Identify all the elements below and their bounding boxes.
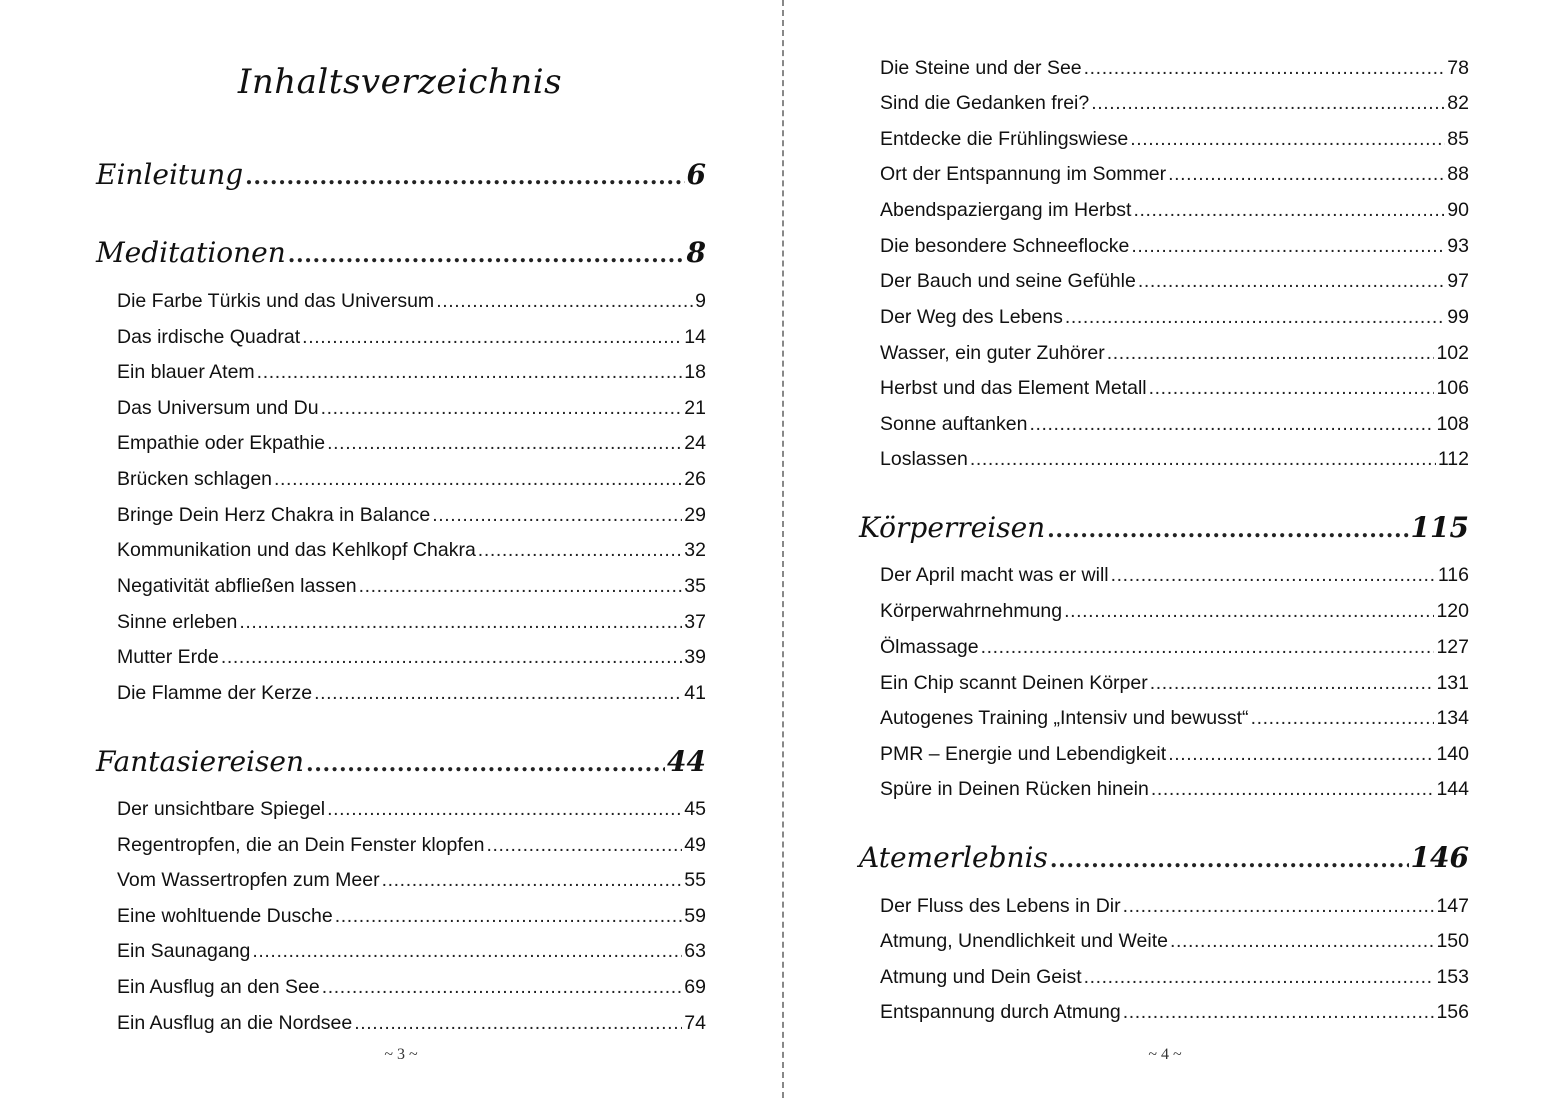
toc-entry[interactable] bbox=[880, 600, 1469, 624]
section-page: 115 bbox=[1410, 511, 1469, 544]
section-page: 8 bbox=[686, 236, 706, 269]
entry-label: PMR – Energie und Lebendigkeit bbox=[880, 743, 1167, 765]
entry-page: 82 bbox=[1447, 92, 1469, 114]
dot-leader bbox=[478, 539, 683, 562]
toc-section-koerperreisen[interactable] bbox=[859, 511, 1469, 547]
dot-leader bbox=[359, 575, 683, 598]
toc-entry[interactable] bbox=[117, 468, 706, 492]
entry-page: 63 bbox=[684, 940, 706, 962]
toc-entry[interactable] bbox=[117, 397, 706, 421]
toc-entry[interactable] bbox=[880, 966, 1469, 990]
entry-page: 120 bbox=[1436, 600, 1469, 622]
entry-page: 55 bbox=[684, 869, 706, 891]
toc-entry[interactable] bbox=[117, 1012, 706, 1036]
entry-label: Der Bauch und seine Gefühle bbox=[880, 270, 1136, 292]
entry-page: 74 bbox=[684, 1012, 706, 1034]
entry-page: 35 bbox=[684, 575, 706, 597]
toc-entry[interactable] bbox=[117, 940, 706, 964]
toc-entry[interactable] bbox=[117, 504, 706, 528]
entry-label: Loslassen bbox=[880, 448, 968, 470]
entry-label: Regentropfen, die an Dein Fenster klopfen bbox=[117, 834, 485, 856]
entry-page: 9 bbox=[695, 290, 706, 312]
toc-entry[interactable] bbox=[880, 270, 1469, 294]
toc-entry[interactable] bbox=[880, 306, 1469, 330]
entry-label: Der Weg des Lebens bbox=[880, 306, 1063, 328]
dot-leader bbox=[981, 636, 1435, 659]
dot-leader bbox=[221, 646, 682, 669]
dot-leader bbox=[327, 432, 682, 455]
dot-leader bbox=[288, 242, 685, 268]
dot-leader bbox=[1064, 600, 1434, 623]
entry-page: 32 bbox=[684, 539, 706, 561]
entry-label: Sonne auftanken bbox=[880, 413, 1028, 435]
dot-leader bbox=[1123, 1001, 1435, 1024]
entry-page: 78 bbox=[1447, 57, 1469, 79]
entry-label: Herbst und das Element Metall bbox=[880, 377, 1147, 399]
toc-entry[interactable] bbox=[880, 342, 1469, 366]
entry-label: Ein blauer Atem bbox=[117, 361, 255, 383]
section-label: Meditationen bbox=[96, 236, 286, 269]
entry-page: 88 bbox=[1447, 163, 1469, 185]
entry-page: 102 bbox=[1436, 342, 1469, 364]
toc-entry[interactable] bbox=[880, 163, 1469, 187]
section-label: Einleitung bbox=[96, 158, 244, 191]
entry-label: Körperwahrnehmung bbox=[880, 600, 1063, 622]
toc-entry[interactable] bbox=[880, 707, 1469, 731]
entry-page: 85 bbox=[1447, 128, 1469, 150]
entry-label: Sind die Gedanken frei? bbox=[880, 92, 1090, 114]
dot-leader bbox=[314, 682, 682, 705]
dot-leader bbox=[257, 361, 683, 384]
entry-label: Atmung, Unendlichkeit und Weite bbox=[880, 930, 1168, 952]
page-number: ~ 3 ~ bbox=[384, 1046, 418, 1063]
dot-leader bbox=[1107, 342, 1435, 365]
dot-leader bbox=[354, 1012, 682, 1035]
entry-page: 108 bbox=[1436, 413, 1469, 435]
toc-section-fantasiereisen[interactable] bbox=[96, 745, 706, 781]
entry-label: Vom Wassertropfen zum Meer bbox=[117, 869, 380, 891]
section-label: Atemerlebnis bbox=[859, 841, 1048, 874]
toc-title: Inhaltsverzeichnis bbox=[237, 62, 563, 102]
dot-leader bbox=[1168, 163, 1445, 186]
dot-leader bbox=[1150, 672, 1435, 695]
toc-entry[interactable] bbox=[117, 326, 706, 350]
dot-leader bbox=[335, 905, 683, 928]
toc-section-meditationen[interactable] bbox=[96, 236, 706, 272]
toc-entry[interactable] bbox=[880, 128, 1469, 152]
toc-entry[interactable] bbox=[117, 575, 706, 599]
dot-leader bbox=[970, 448, 1436, 471]
dot-leader bbox=[1138, 270, 1445, 293]
toc-entry[interactable] bbox=[880, 930, 1469, 954]
entry-label: Kommunikation und das Kehlkopf Chakra bbox=[117, 539, 476, 561]
entry-label: Das irdische Quadrat bbox=[117, 326, 301, 348]
entry-label: Entspannung durch Atmung bbox=[880, 1001, 1121, 1023]
entry-label: Mutter Erde bbox=[117, 646, 219, 668]
dot-leader bbox=[1149, 377, 1435, 400]
dot-leader bbox=[1084, 57, 1446, 80]
entry-label: Ein Ausflug an den See bbox=[117, 976, 320, 998]
entry-page: 21 bbox=[684, 397, 706, 419]
toc-entry[interactable] bbox=[880, 1001, 1469, 1025]
entry-page: 116 bbox=[1437, 564, 1469, 586]
entry-label: Bringe Dein Herz Chakra in Balance bbox=[117, 504, 431, 526]
dot-leader bbox=[306, 751, 665, 777]
entry-label: Negativität abfließen lassen bbox=[117, 575, 357, 597]
entry-page: 39 bbox=[684, 646, 706, 668]
toc-entry[interactable] bbox=[880, 57, 1469, 81]
entry-label: Der April macht was er will bbox=[880, 564, 1109, 586]
entry-page: 144 bbox=[1436, 778, 1469, 800]
entry-page: 147 bbox=[1436, 895, 1469, 917]
toc-entry[interactable] bbox=[880, 672, 1469, 696]
dot-leader bbox=[274, 468, 682, 491]
toc-entry[interactable] bbox=[117, 646, 706, 670]
toc-entry[interactable] bbox=[117, 869, 706, 893]
dot-leader bbox=[302, 326, 682, 349]
toc-entry[interactable] bbox=[117, 905, 706, 929]
entry-label: Die Flamme der Kerze bbox=[117, 682, 313, 704]
entry-page: 134 bbox=[1436, 707, 1469, 729]
entry-page: 14 bbox=[684, 326, 706, 348]
right-page bbox=[784, 0, 1563, 1098]
dot-leader bbox=[486, 834, 682, 857]
dot-leader bbox=[1168, 743, 1434, 766]
entry-page: 29 bbox=[684, 504, 706, 526]
dot-leader bbox=[1047, 517, 1408, 543]
dot-leader bbox=[252, 940, 682, 963]
toc-entry[interactable] bbox=[880, 895, 1469, 919]
entry-label: Spüre in Deinen Rücken hinein bbox=[880, 778, 1149, 800]
section-label: Körperreisen bbox=[859, 511, 1046, 544]
dot-leader bbox=[1123, 895, 1435, 918]
section-page: 44 bbox=[667, 745, 706, 778]
entry-page: 112 bbox=[1437, 448, 1469, 470]
toc-section-einleitung[interactable] bbox=[96, 158, 706, 194]
toc-entry[interactable] bbox=[880, 199, 1469, 223]
toc-entry[interactable] bbox=[117, 432, 706, 456]
dot-leader bbox=[1130, 128, 1445, 151]
entry-label: Wasser, ein guter Zuhörer bbox=[880, 342, 1105, 364]
page-number: ~ 4 ~ bbox=[1148, 1046, 1182, 1063]
dot-leader bbox=[436, 290, 693, 313]
entry-label: Autogenes Training „Intensiv und bewusst“ bbox=[880, 707, 1249, 729]
dot-leader bbox=[1084, 966, 1435, 989]
entry-page: 24 bbox=[684, 432, 706, 454]
toc-entry[interactable] bbox=[117, 976, 706, 1000]
entry-label: Der unsichtbare Spiegel bbox=[117, 798, 326, 820]
toc-entry[interactable] bbox=[880, 448, 1469, 472]
entry-label: Die Steine und der See bbox=[880, 57, 1082, 79]
dot-leader bbox=[1091, 92, 1445, 115]
section-page: 6 bbox=[686, 158, 706, 191]
toc-entry[interactable] bbox=[117, 539, 706, 563]
entry-page: 69 bbox=[684, 976, 706, 998]
dot-leader bbox=[239, 611, 682, 634]
toc-entry[interactable] bbox=[880, 413, 1469, 437]
toc-entry[interactable] bbox=[880, 778, 1469, 802]
toc-entry[interactable] bbox=[117, 798, 706, 822]
toc-entry[interactable] bbox=[880, 92, 1469, 116]
dot-leader bbox=[321, 397, 683, 420]
dot-leader bbox=[382, 869, 683, 892]
toc-entry[interactable] bbox=[117, 361, 706, 385]
entry-label: Brücken schlagen bbox=[117, 468, 273, 490]
entry-page: 97 bbox=[1447, 270, 1469, 292]
dot-leader bbox=[432, 504, 682, 527]
entry-page: 156 bbox=[1436, 1001, 1469, 1023]
dot-leader bbox=[1065, 306, 1445, 329]
entry-page: 18 bbox=[684, 361, 706, 383]
section-label: Fantasiereisen bbox=[96, 745, 304, 778]
dot-leader bbox=[1170, 930, 1434, 953]
toc-entry[interactable] bbox=[880, 743, 1469, 767]
entry-page: 127 bbox=[1436, 636, 1469, 658]
toc-entry[interactable] bbox=[880, 235, 1469, 259]
entry-page: 59 bbox=[684, 905, 706, 927]
toc-entry[interactable] bbox=[117, 611, 706, 635]
dot-leader bbox=[327, 798, 682, 821]
toc-entry[interactable] bbox=[117, 682, 706, 706]
entry-label: Entdecke die Frühlingswiese bbox=[880, 128, 1129, 150]
entry-page: 26 bbox=[684, 468, 706, 490]
dot-leader bbox=[245, 164, 684, 190]
entry-label: Der Fluss des Lebens in Dir bbox=[880, 895, 1121, 917]
entry-label: Die besondere Schneeflocke bbox=[880, 235, 1130, 257]
entry-page: 106 bbox=[1436, 377, 1469, 399]
entry-page: 153 bbox=[1436, 966, 1469, 988]
section-page: 146 bbox=[1410, 841, 1469, 874]
dot-leader bbox=[322, 976, 683, 999]
toc-entry[interactable] bbox=[117, 290, 706, 314]
entry-label: Eine wohltuende Dusche bbox=[117, 905, 333, 927]
entry-label: Atmung und Dein Geist bbox=[880, 966, 1082, 988]
toc-section-atemerlebnis[interactable] bbox=[859, 841, 1469, 877]
toc-entry[interactable] bbox=[880, 564, 1469, 588]
toc-entry[interactable] bbox=[880, 636, 1469, 660]
entry-page: 90 bbox=[1447, 199, 1469, 221]
dot-leader bbox=[1029, 413, 1434, 436]
entry-label: Das Universum und Du bbox=[117, 397, 319, 419]
entry-label: Ein Ausflug an die Nordsee bbox=[117, 1012, 353, 1034]
entry-page: 45 bbox=[684, 798, 706, 820]
entry-page: 99 bbox=[1447, 306, 1469, 328]
toc-entry[interactable] bbox=[880, 377, 1469, 401]
entry-label: Ort der Entspannung im Sommer bbox=[880, 163, 1167, 185]
dot-leader bbox=[1111, 564, 1436, 587]
entry-page: 49 bbox=[684, 834, 706, 856]
entry-page: 93 bbox=[1447, 235, 1469, 257]
dot-leader bbox=[1131, 235, 1445, 258]
entry-label: Ein Chip scannt Deinen Körper bbox=[880, 672, 1148, 694]
entry-page: 131 bbox=[1436, 672, 1469, 694]
dot-leader bbox=[1251, 707, 1435, 730]
dot-leader bbox=[1133, 199, 1445, 222]
entry-label: Ein Saunagang bbox=[117, 940, 251, 962]
entry-label: Abendspaziergang im Herbst bbox=[880, 199, 1132, 221]
entry-label: Die Farbe Türkis und das Universum bbox=[117, 290, 435, 312]
entry-page: 41 bbox=[684, 682, 706, 704]
entry-page: 37 bbox=[684, 611, 706, 633]
dot-leader bbox=[1050, 847, 1409, 873]
dot-leader bbox=[1151, 778, 1435, 801]
entry-label: Ölmassage bbox=[880, 636, 979, 658]
entry-label: Sinne erleben bbox=[117, 611, 238, 633]
entry-page: 140 bbox=[1436, 743, 1469, 765]
entry-page: 150 bbox=[1436, 930, 1469, 952]
toc-entry[interactable] bbox=[117, 834, 706, 858]
entry-label: Empathie oder Ekpathie bbox=[117, 432, 326, 454]
